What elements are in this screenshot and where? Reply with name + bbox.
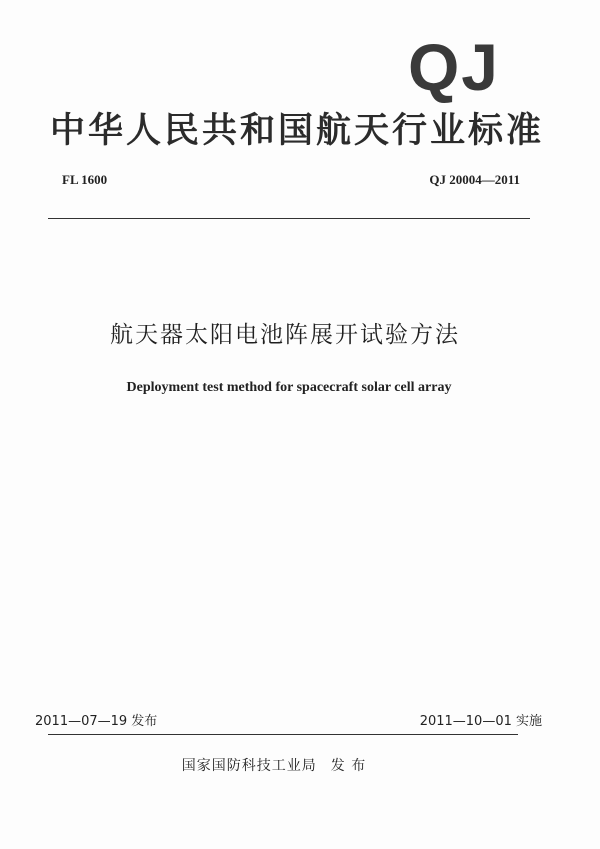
publisher-verb: 发 布 xyxy=(330,758,367,774)
publisher-name: 国家国防科技工业局 xyxy=(181,758,317,774)
publisher-line xyxy=(0,755,548,775)
issue-date: 2011—07—19 发布 xyxy=(35,714,158,729)
standard-type-heading: 中华人民共和国航天行业标准 xyxy=(50,111,545,151)
footer-divider xyxy=(48,734,518,735)
classification-code: FL 1600 xyxy=(62,172,108,187)
standard-number: QJ 20004—2011 xyxy=(429,172,520,187)
qj-logo: QJ xyxy=(407,30,500,104)
implementation-date: 2011—10—01 实施 xyxy=(419,714,542,729)
header-divider xyxy=(48,218,530,219)
document-title-english: Deployment test method for spacecraft solar cell array xyxy=(126,380,452,395)
document-title-chinese: 航天器太阳电池阵展开试验方法 xyxy=(110,322,460,348)
